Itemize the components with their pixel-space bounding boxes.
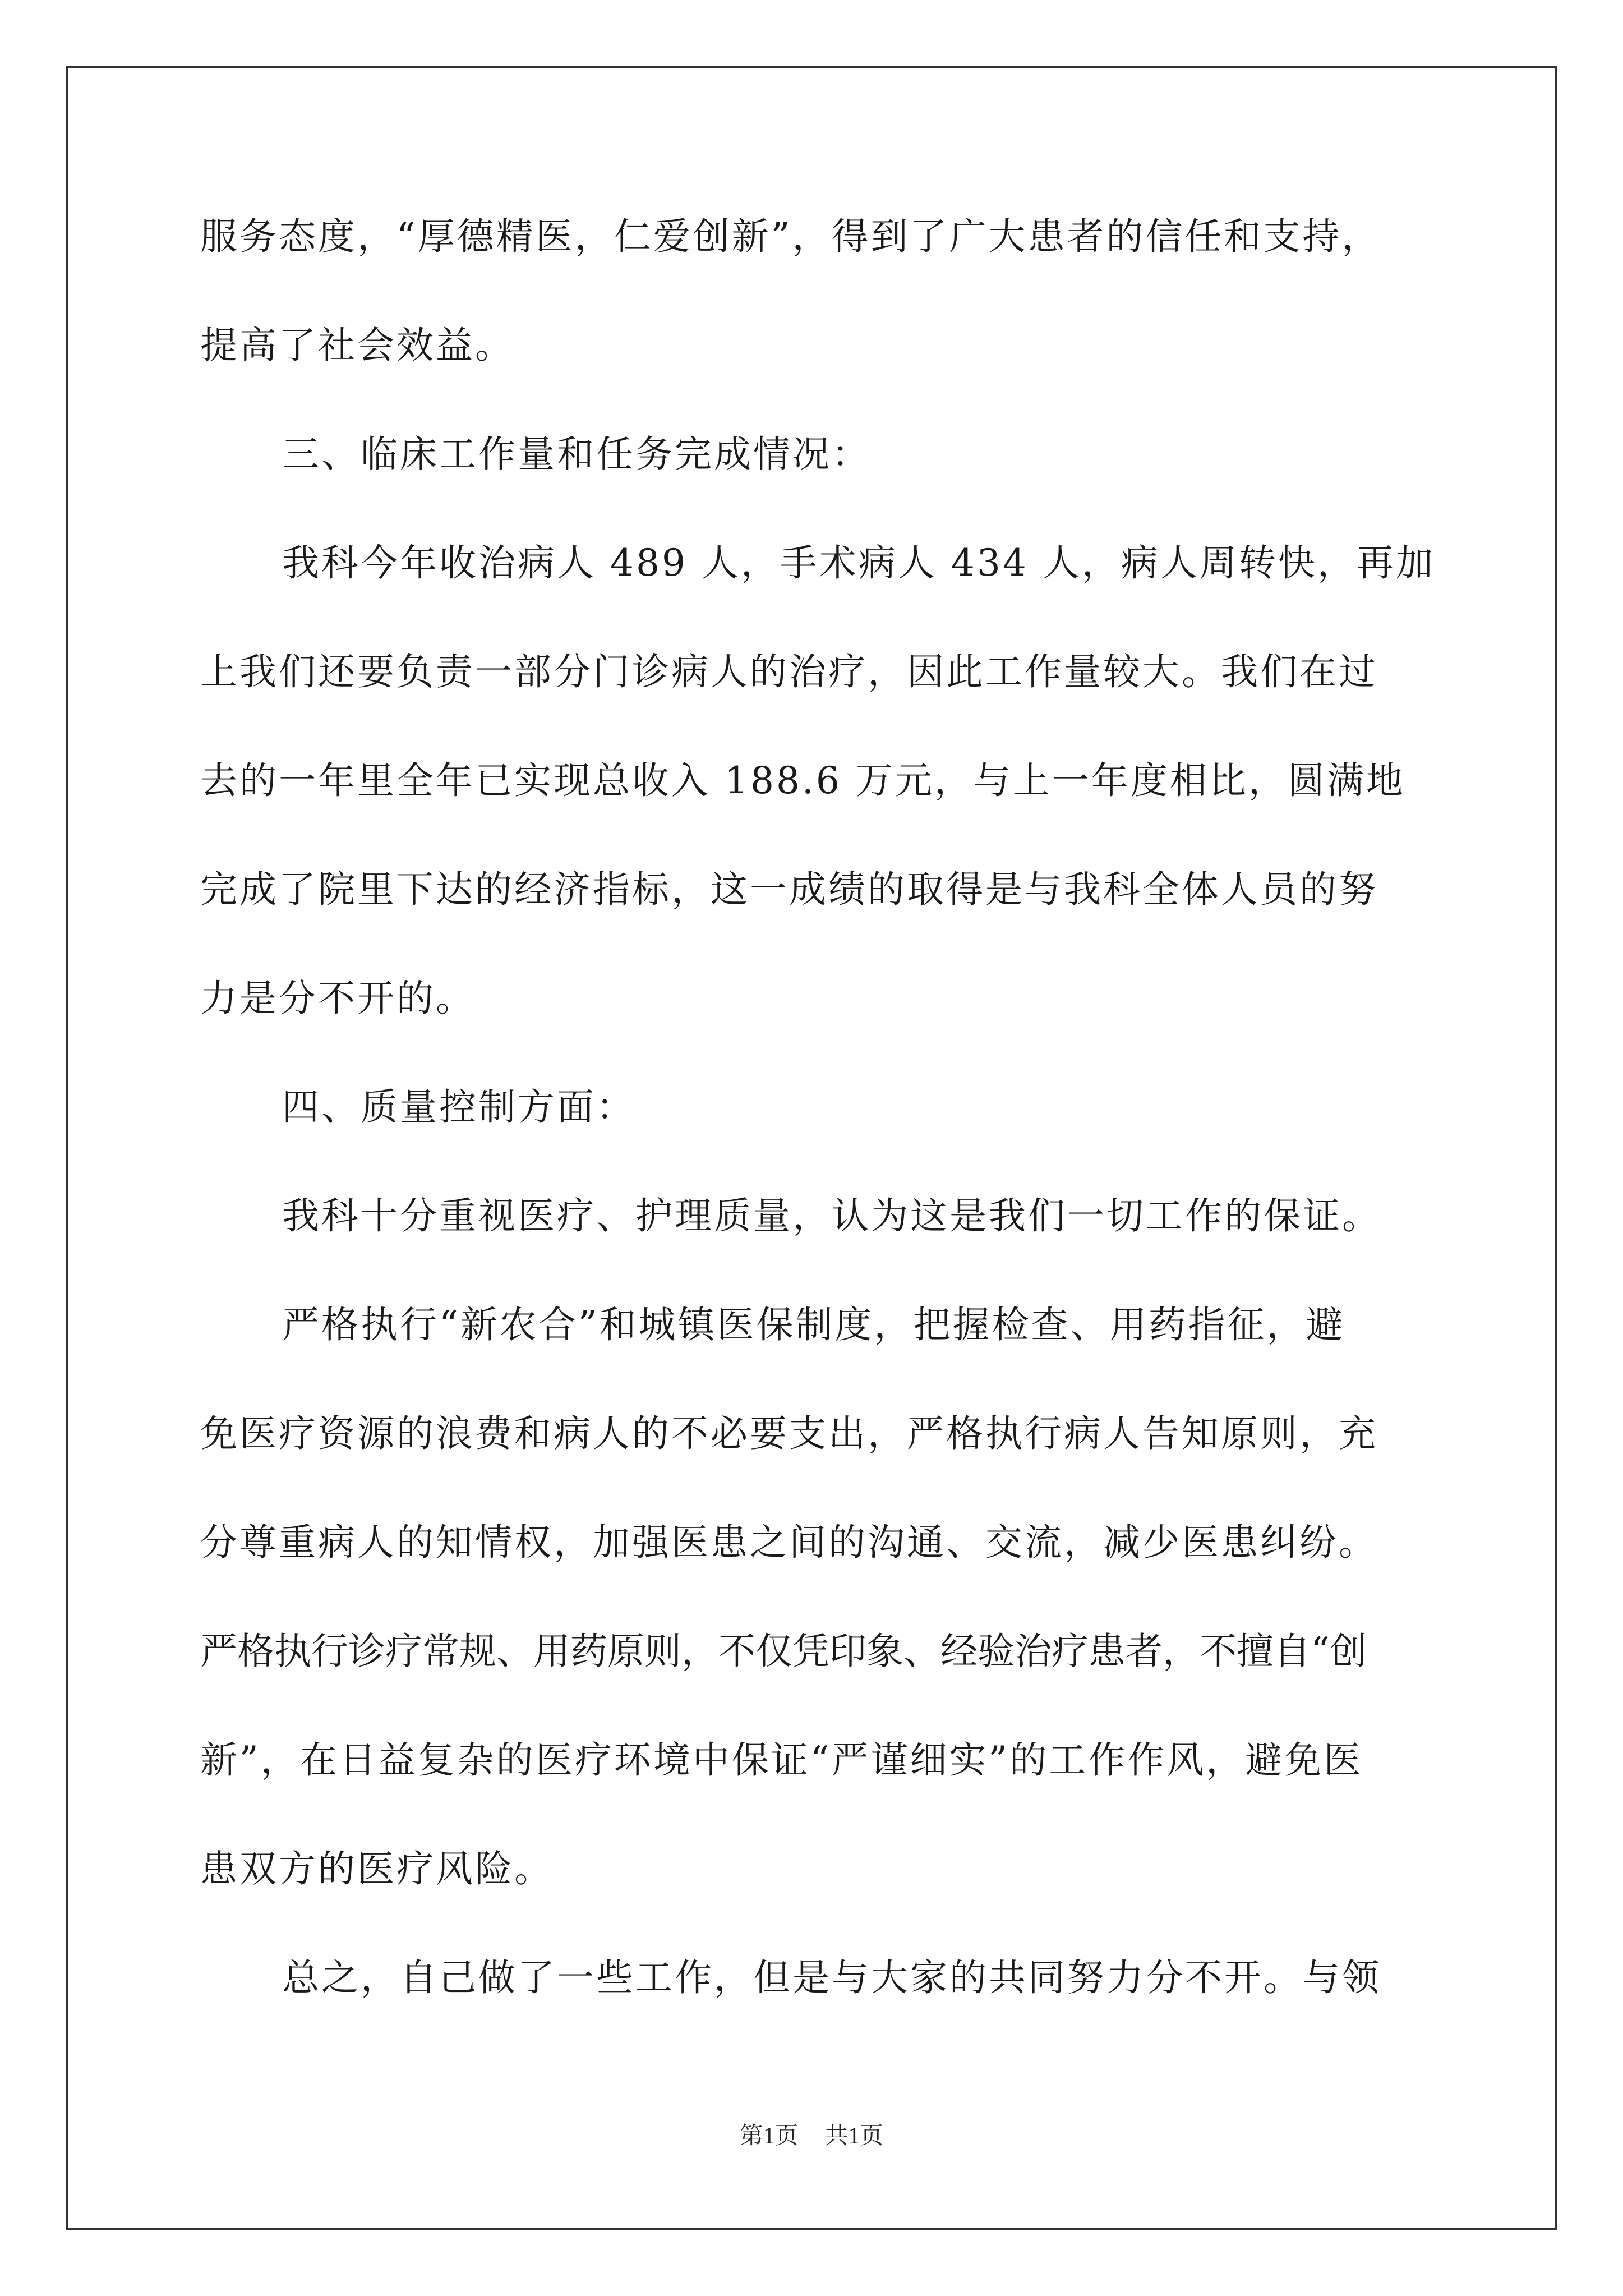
text-line: 完成了院里下达的经济指标，这一成绩的取得是与我科全体人员的努 [200, 868, 1378, 911]
text-line: 总之，自己做了一些工作，但是与大家的共同努力分不开。与领 [282, 1956, 1381, 1999]
page-number: 第1页 [739, 2123, 799, 2149]
text-line: 新”，在日益复杂的医疗环境中保证“严谨细实”的工作作风，避免医 [200, 1738, 1363, 1782]
page-total: 共1页 [824, 2123, 884, 2149]
text-line: 我科十分重视医疗、护理质量，认为这是我们一切工作的保证。 [282, 1194, 1381, 1237]
section-heading: 四、质量控制方面： [282, 1085, 635, 1129]
section-heading: 三、临床工作量和任务完成情况： [282, 432, 871, 476]
text-line: 严格执行诊疗常规、用药原则，不仅凭印象、经验治疗患者，不擅自“创 [200, 1630, 1367, 1673]
text-line: 力是分不开的。 [200, 977, 475, 1020]
text-line: 去的一年里全年已实现总收入 188.6 万元，与上一年度相比，圆满地 [200, 759, 1405, 802]
text-line: 免医疗资源的浪费和病人的不必要支出，严格执行病人告知原则，充 [200, 1412, 1378, 1455]
text-line: 上我们还要负责一部分门诊病人的治疗，因此工作量较大。我们在过 [200, 650, 1378, 693]
text-line: 我科今年收治病人 489 人，手术病人 434 人，病人周转快，再加 [282, 541, 1435, 585]
text-line: 患双方的医疗风险。 [200, 1847, 554, 1890]
page-border [66, 66, 1557, 2230]
text-line: 分尊重病人的知情权，加强医患之间的沟通、交流，减少医患纠纷。 [200, 1521, 1378, 1564]
text-line: 严格执行“新农合”和城镇医保制度，把握检查、用药指征，避 [282, 1303, 1345, 1346]
text-line: 提高了社会效益。 [200, 324, 514, 367]
text-line: 服务态度，“厚德精医，仁爱创新”，得到了广大患者的信任和支持， [200, 215, 1381, 258]
page-footer [0, 2122, 1623, 2150]
